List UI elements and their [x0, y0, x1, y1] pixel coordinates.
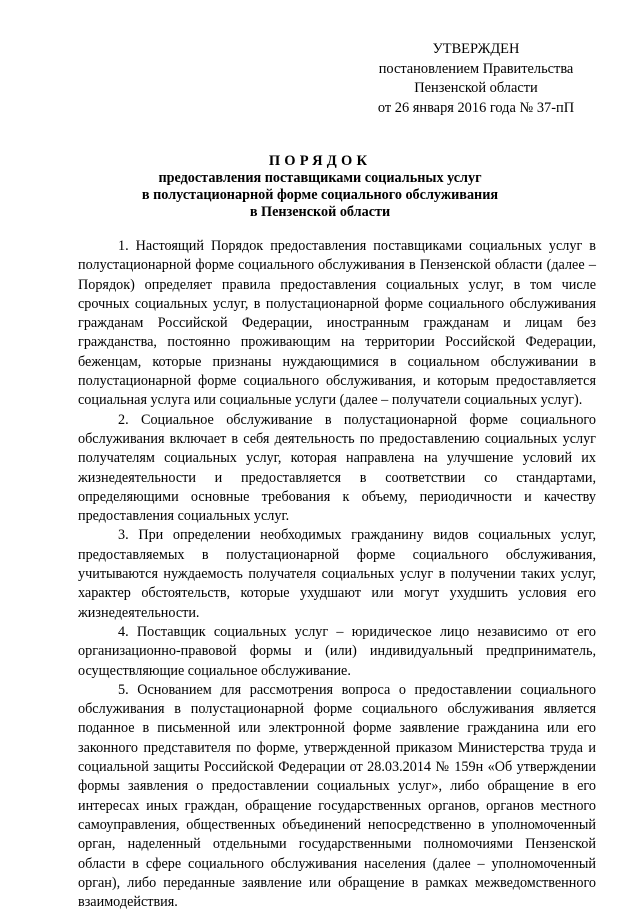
- document-title-block: [60, 152, 580, 222]
- document-title: ПОРЯДОК: [268, 153, 372, 169]
- approval-line: Пензенской области: [414, 80, 538, 97]
- approval-heading: УТВЕРЖДЕН: [432, 41, 520, 57]
- approval-stamp-block: [360, 40, 592, 118]
- document-body: [78, 237, 596, 912]
- paragraph-3: 3. При определении необходимых гражданину видов социальных услуг, предоставляемых в полустационарной форме социального обслуживания, учитываются нуждаемость получателя социальных услуг в получении таких услуг, характер обстоятельств, которые ухудшают или могут ухудшить условия его жизнедеятельности.: [78, 527, 596, 621]
- approval-line: постановлением Правительства: [378, 60, 574, 77]
- paragraph-5: 5. Основанием для рассмотрения вопроса о предоставлении социального обслуживания в полустационарной форме социального обслуживания является поданное в письменной или электронной форме заявление гражданина или его законного представителя по форме, утвержденной приказом Министерства труда и социальной защиты Российской Федерации от 28.03.2014 № 159н «Об утверждении формы заявления о предоставлении социальных услуг», либо обращение в его интересах иных граждан, обращение государственных органов, органов местного самоуправления, общественных объединений непосредственно в уполномоченный орган, наделенный отдельными государственными полномочиями Пензенской области в сфере социального обслуживания населения (далее – уполномоченный орган), либо переданные заявление или обращение в рамках межведомственного взаимодействия.: [78, 681, 596, 911]
- paragraph-4: 4. Поставщик социальных услуг – юридическое лицо независимо от его организационно-правовой формы и (или) индивидуальный предприниматель, осуществляющие социальное обслуживание.: [78, 623, 596, 679]
- paragraph-2: 2. Социальное обслуживание в полустационарной форме социального обслуживания включает в себя деятельность по предоставлению социальных услуг получателям социальных услуг, которая направлена на улучшение условий их жизнедеятельности и предоставляется в соответствии со стандартами, определяющими основные требования к объему, периодичности и качеству предоставления социальных услуг.: [78, 411, 596, 525]
- document-subtitle-line: в Пензенской области: [249, 204, 391, 221]
- paragraph-1: 1. Настоящий Порядок предоставления поставщиками социальных услуг в полустационарной форме социального обслуживания в Пензенской области (далее – Порядок) определяет правила предоставления социальных услуг, в том числе срочных социальных услуг, в полустационарной форме социального обслуживания гражданам Российской Федерации, иностранным гражданам и лицам без гражданства, постоянно проживающим на территории Российской Федерации, беженцам, которые признаны нуждающимися в социальном обслуживании в полустационарной форме социального обслуживания, и которым предоставляется социальная услуга или социальные услуги (далее – получатели социальных услуг).: [78, 238, 596, 409]
- approval-date-line: от 26 января 2016 года № 37-пП: [377, 99, 575, 116]
- document-subtitle-line: предоставления поставщиками социальных услуг: [158, 170, 482, 186]
- document-subtitle-line: в полустационарной форме социального обслуживания: [141, 187, 499, 204]
